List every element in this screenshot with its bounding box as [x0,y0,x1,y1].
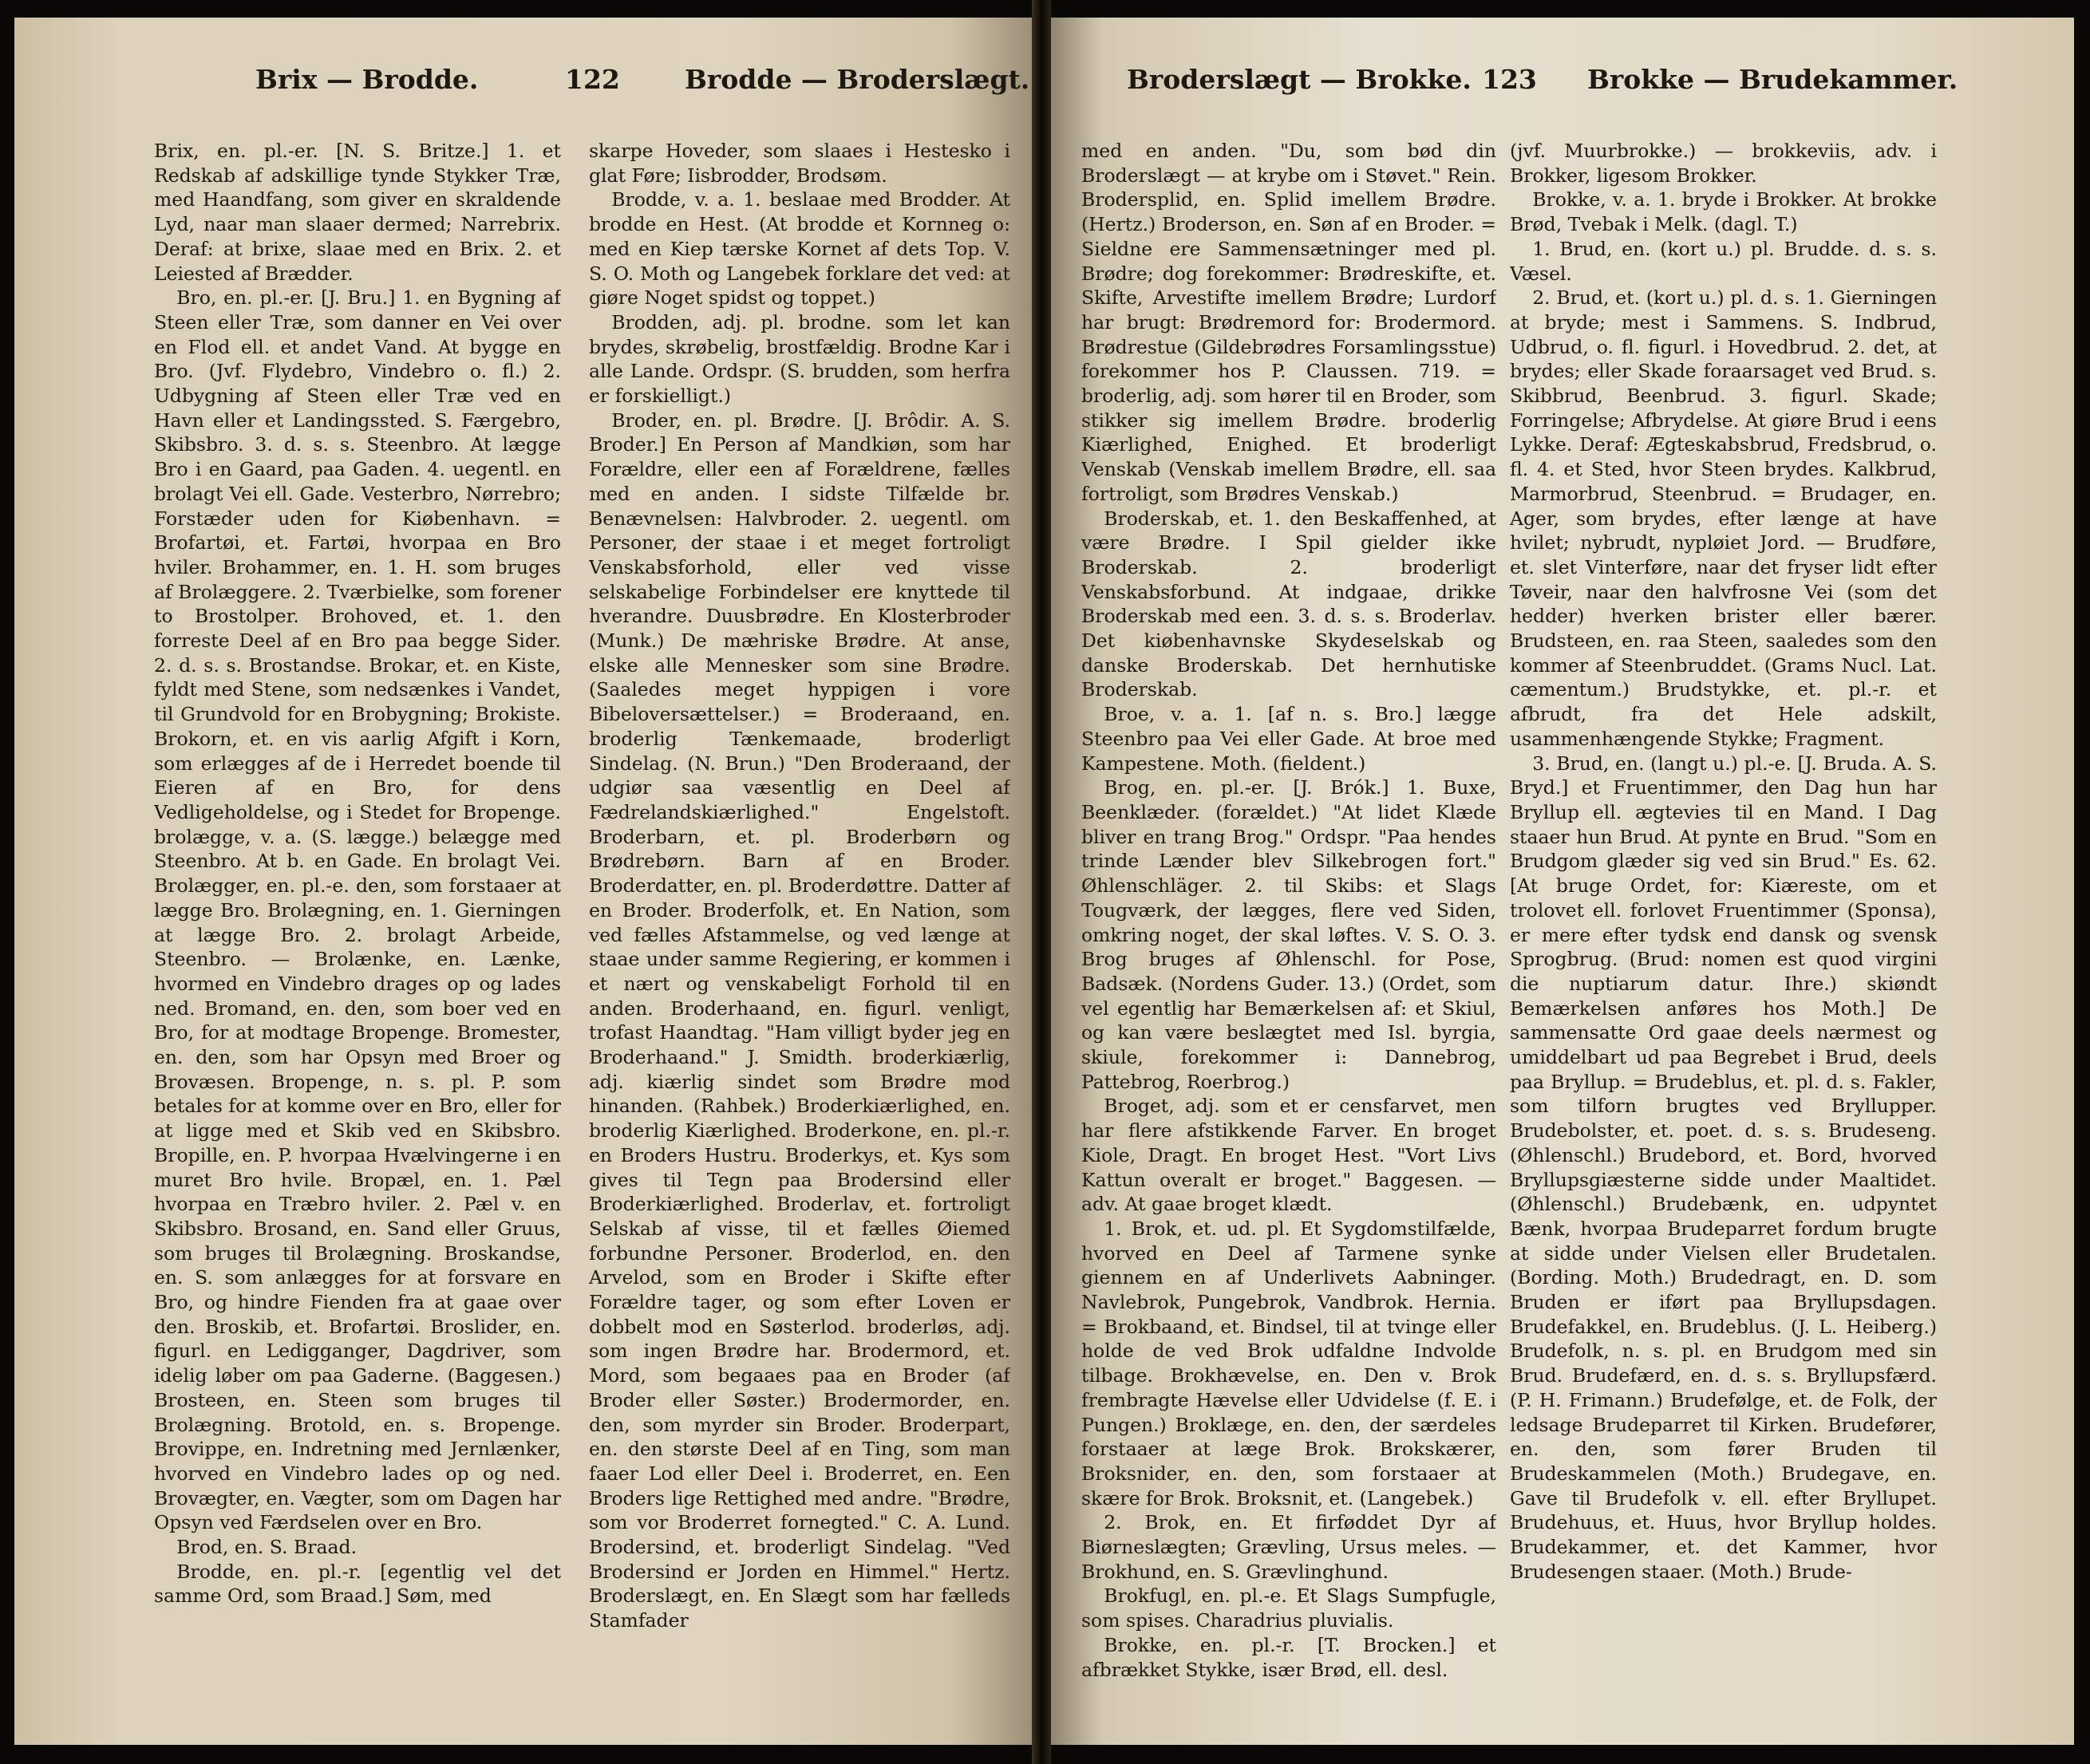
left-page-header [14,64,1032,112]
left-page-number: 122 [565,64,620,95]
entry-brix: Brix, en. pl.-er. [N. S. Britze.] 1. et Redskab af adskillige tynde Stykker Træ, med Haandfang, som giver en skraldende Lyd, naar man slaaer dermed; Narrebrix. Deraf: at brixe, slaae med en Brix. 2. et Leiested af Brædder. [154,140,561,285]
right-header-range: Broderslægt — Brokke. [1127,64,1472,95]
left-column-2 [589,139,1010,1730]
entry-brokke-noun: Brokke, en. pl.-r. [T. Brocken.] et afbrækket Stykke, især Brød, ell. desl. [1081,1633,1496,1681]
entry-bro: Bro, en. pl.-er. [J. Bru.] 1. en Bygning af Steen eller Træ, som danner en Vei over en Flod ell. et andet Vand. At bygge en Bro. (Jvf. Flydebro, Vindebro o. fl.) 2. Udbygning af Steen eller Træ ved en Havn eller et Landingssted. S. Færgebro, Skibsbro. 3. d. s. s. Steenbro. At lægge Bro i en Gaard, paa Gaden. 4. uegentl. en brolagt Vei ell. Gade. Vesterbro, Nørrebro; Forstæder uden for Kiøbenhavn. = Brofartøi, et. Fartøi, hvorpaa en Bro hviler. Brohammer, en. 1. H. som bruges af Brolæggere. 2. Tværbielke, som forener to Brostolper. Brohoved, et. 1. den forreste Deel af en Bro paa begge Sider. 2. d. s. s. Brostandse. Brokar, et. en Kiste, fyldt med Stene, som nedsænkes i Vandet, til Grundvold for en Brobygning; Brokiste. Brokorn, et. en vis aarlig Afgift i Korn, som erlægges af de i Herredet boende til Eieren af en Bro, for dens Vedligeholdelse, og i Stedet for Bropenge. brolægge, v. a. (S. lægge.) belægge med Steenbro. At b. en Gade. En brolagt Vei. Brolægger, en. pl.-e. den, som forstaaer at lægge Bro. Brolægning, en. 1. Gierningen at lægge Bro. 2. brolagt Arbeide, Steenbro. — Brolænke, en. Lænke, hvormed en Vindebro drages op og lades ned. Bromand, en. den, som boer ved en Bro, for at modtage Bropenge. Bromester, en. den, som har Opsyn med Broer og Brovæsen. Bropenge, n. s. pl. P. som betales for at komme over en Bro, eller for at ligge med et Skib ved en Skibsbro. Bropille, en. P. hvorpaa Hvælvingerne i en muret Bro hvile. Bropæl, en. 1. Pæl hvorpaa en Træbro hviler. 2. Pæl v. en Skibsbro. Brosand, en. Sand eller Gruus, som bruges til Brolægning. Broskandse, en. S. som anlægges for at forsvare en Bro, og hindre Fienden fra at gaae over den. Broskib, et. Brofartøi. Broslider, en. figurl. en Ledigganger, Dagdriver, som idelig løber om paa Gaderne. (Baggesen.) Brosteen, en. Steen som bruges til Brolægning. Brotold, en. s. Bropenge. Brovippe, en. Indretning med Jernlænker, hvorved en Vindebro lades op og ned. Brovægter, en. Vægter, som om Dagen har Opsyn ved Færdselen over en Bro. [154,286,561,1534]
entry-broget: Broget, adj. som et er censfarvet, men har flere afstikkende Farver. En broget Kiole, Dragt. En broget Hest. "Vort Livs Kattun overalt er broget." Baggesen. — adv. At gaae broget klædt. [1081,1095,1496,1216]
entry-brud-1: 1. Brud, en. (kort u.) pl. Brudde. d. s. s. Væsel. [1510,237,1937,285]
entry-brud-2: 2. Brud, et. (kort u.) pl. d. s. 1. Gierningen at bryde; mest i Sammens. S. Indbrud, Udbrud, o. fl. figurl. i Hovedbrud. 2. det, at brydes; eller Skade foraarsaget ved Brud. s. Skibbrud, Beenbrud. 3. figurl. Skade; Forringelse; Afbrydelse. At giøre Brud i eens Lykke. Deraf: Ægteskabsbrud, Fredsbrud, o. fl. 4. et Sted, hvor Steen brydes. Kalkbrud, Marmorbrud, Steenbrud. = Brudager, en. Ager, som brydes, efter længe at have hvilet; nybrudt, nypløiet Jord. — Brudføre, et. slet Vinterføre, naar det fryser lidt efter Tøveir, naar den halvfrosne Vei (som det hedder) hverken brister eller bærer. Brudsteen, en. raa Steen, saaledes som den kommer af Steenbruddet. (Grams Nucl. Lat. cæmentum.) Brudstykke, et. pl.-r. et afbrudt, fra det Hele adskilt, usammenhængende Stykke; Fragment. [1510,286,1937,750]
entry-brodde-noun: Brodde, en. pl.-r. [egentlig vel det samme Ord, som Braad.] Søm, med [154,1560,561,1608]
right-header-range-right: Brokke — Brudekammer. [1587,64,1958,95]
entry-broderslaegt-cont: med en anden. "Du, som bød din Broderslægt — at krybe om i Støvet." Rein. Brodersplid, en. Splid imellem Brødre. (Hertz.) Broderson, en. Søn af en Broder. = Sieldne ere Sammensætninger med pl. Brødre; dog forekommer: Brødreskifte, et. Skifte, Arvestifte imellem Brødre; Lurdorf har brugt: Brødremord for: Brodermord. Brødrestue (Gildebrødres Forsamlingsstue) forekommer hos P. Claussen. 719. = broderlig, adj. som hører til en Broder, som stikker sig imellem Brødre. broderlig Kiærlighed, Enighed. Et broderligt Venskab (Venskab imellem Brødre, ell. saa fortroligt, som Brødres Venskab.) [1081,140,1496,505]
right-page [1051,18,2074,1745]
right-page-header [1051,64,2074,112]
entry-brud-3: 3. Brud, en. (langt u.) pl.-e. [J. Bruda. A. S. Bryd.] et Fruentimmer, den Dag hun har Bryllup ell. ægtevies til en Mand. I Dag staaer hun Brud. At pynte en Brud. "Som en Brudgom glæder sig ved sin Brud." Es. 62. [At bruge Ordet, for: Kiæreste, om et trolovet ell. forlovet Fruentimmer (Sponsa), er mere efter tydsk end dansk og svensk Sprogbrug. (Brud: nomen est quod virgini die nuptiarum datur. Ihre.) skiøndt Bemærkelsen anføres hos Moth.] De sammensatte Ord gaae deels nærmest og umiddelbart ud paa Begrebet i Brud, deels paa Bryllup. = Brudeblus, et. pl. d. s. Fakler, som tilforn brugtes ved Bryllupper. Brudebolster, et. poet. d. s. s. Brudeseng. (Øhlenschl.) Brudebord, et. Bord, hvorved Bryllupsgiæsterne sidde under Maaltidet. (Øhlenschl.) Brudebænk, en. udpyntet Bænk, hvorpaa Brudeparret fordum brugte at sidde under Vielsen eller Brudetalen. (Bording. Moth.) Brudedragt, en. D. som Bruden er iført paa Bryllupsdagen. Brudefakkel, en. Brudeblus. (J. L. Heiberg.) Brudefolk, n. s. pl. en Brudgom med sin Brud. Brudefærd, en. d. s. s. Bryllupsfærd. (P. H. Frimann.) Brudefølge, et. de Folk, der ledsage Brudeparret til Kirken. Brudefører, en. den, som fører Bruden til Brudeskammelen (Moth.) Brudegave, en. Gave til Brudefolk v. ell. efter Bryllupet. Brudehuus, et. Huus, hvor Bryllup holdes. Brudekammer, et. det Kammer, hvor Brudesengen staaer. (Moth.) Brude- [1510,752,1937,1583]
right-column-1 [1081,139,1496,1703]
right-column-2 [1510,139,1937,1703]
left-header-range-right: Brodde — Broderslægt. [685,64,1030,95]
right-page-number: 123 [1482,64,1537,95]
book-gutter [1032,0,1051,1764]
entry-brokfugl: Brokfugl, en. pl.-e. Et Slags Sumpfugle, som spises. Charadrius pluvialis. [1081,1584,1496,1632]
left-page [14,18,1032,1745]
entry-brodden: Brodden, adj. pl. brodne. som let kan brydes, skrøbelig, brostfældig. Brodne Kar i alle Lande. Ordspr. (S. brudden, som herfra er forskielligt.) [589,310,1010,408]
entry-brok-2: 2. Brok, en. Et firføddet Dyr af Biørneslægten; Grævling, Ursus meles. — Brokhund, en. S. Grævlinghund. [1081,1511,1496,1583]
entry-brod: Brod, en. S. Braad. [176,1536,358,1559]
entry-brodde-cont: skarpe Hoveder, som slaaes i Hestesko i glat Føre; Iisbrodder, Brodsøm. [589,140,1010,187]
entry-brodde-verb: Brodde, v. a. 1. beslaae med Brodder. At brodde en Hest. (At brodde et Kornneg o: med en Kiep tærske Kornet af dets Top. V. S. O. Moth og Langebek forklare det ved: at giøre Noget spidst og toppet.) [589,188,1010,310]
left-column-1 [154,139,561,1730]
entry-broe: Broe, v. a. 1. [af n. s. Bro.] lægge Steenbro paa Vei eller Gade. At broe med Kampestene. Moth. (fieldent.) [1081,703,1496,775]
entry-brokke-cont: (jvf. Muurbrokke.) — brokkeviis, adv. i Brokker, ligesom Brokker. [1510,140,1937,187]
entry-brog: Brog, en. pl.-er. [J. Brók.] 1. Buxe, Beenklæder. (forældet.) "At lidet Klæde bliver en trang Brog." Ordspr. "Paa hendes trinde Lænder blev Silkebrogen fort." Øhlenschläger. 2. til Skibs: et Slags Tougværk, der lægges, flere ved Siden, omkring noget, der skal løftes. V. S. O. 3. Brog bruges af Øhlenschl. for Pose, Badsæk. (Nordens Guder. 13.) (Ordet, som vel egentlig har Bemærkelsen af: et Skiul, og kan være beslægtet med Isl. byrgia, skiule, forekommer i: Dannebrog, Pattebrog, Roerbrog.) [1081,776,1496,1093]
left-header-range: Brix — Brodde. [255,64,479,95]
entry-brok-1: 1. Brok, et. ud. pl. Et Sygdomstilfælde, hvorved en Deel af Tarmene synke giennem en af Underlivets Aabninger. Navlebrok, Pungebrok, Vandbrok. Hernia. = Brokbaand, et. Bindsel, til at tvinge eller holde de ved Brok udfaldne Indvolde tilbage. Brokhævelse, en. Den v. Brok frembragte Hævelse eller Udvidelse (f. E. i Pungen.) Broklæge, en. den, der særdeles forstaaer at læge Brok. Brokskærer, Broksnider, en. den, som forstaaer at skære for Brok. Broksnit, et. (Langebek.) [1081,1217,1496,1509]
entry-broderskab: Broderskab, et. 1. den Beskaffenhed, at være Brødre. I Spil gielder ikke Broderskab. 2. broderligt Venskabsforbund. At indgaae, drikke Broderskab med een. 3. d. s. s. Broderlav. Det kiøbenhavnske Skydeselskab og danske Broderskab. Det hernhutiske Broderskab. [1081,507,1496,701]
entry-brokke-verb: Brokke, v. a. 1. bryde i Brokker. At brokke Brød, Tvebak i Melk. (dagl. T.) [1510,188,1937,236]
entry-broder: Broder, en. pl. Brødre. [J. Brôdir. A. S. Broder.] En Person af Mandkiøn, som har Forældre, eller een af Forældrene, fælles med en anden. I sidste Tilfælde br. Benævnelsen: Halvbroder. 2. uegentl. om Personer, der staae i et meget fortroligt Venskabsforhold, eller ved visse selskabelige Forbindelser ere knyttede til hverandre. Duusbrødre. En Klosterbroder (Munk.) De mæhriske Brødre. At anse, elske alle Mennesker som sine Brødre. (Saaledes meget hyppigen i vore Bibeloversættelser.) = Broderaand, en. broderlig Tænkemaade, broderligt Sindelag. (N. Brun.) "Den Broderaand, der udgiør saa væsentlig en Deel af Fædrelandskiærlighed." Engelstoft. Broderbarn, et. pl. Broderbørn og Brødrebørn. Barn af en Broder. Broderdatter, en. pl. Broderdøttre. Datter af en Broder. Broderfolk, et. En Nation, som ved fælles Afstammelse, og ved længe at staae under samme Regiering, er kommen i et nært og venskabeligt Forhold til en anden. Broderhaand, en. figurl. venligt, trofast Haandtag. "Ham villigt byder jeg en Broderhaand." J. Smidth. broderkiærlig, adj. kiærlig sindet som Brødre mod hinanden. (Rahbek.) Broderkiærlighed, en. broderlig Kiærlighed. Broderkone, en. pl.-r. en Broders Hustru. Broderkys, et. Kys som gives til Tegn paa Brodersind eller Broderkiærlighed. Broderlav, et. fortroligt Selskab af visse, til et fælles Øiemed forbundne Personer. Broderlod, en. den Arvelod, som en Broder i Skifte efter Forældre tager, og som efter Loven er dobbelt mod en Søsterlod. broderløs, adj. som ingen Brødre har. Brodermord, et. Mord, som begaaes paa en Broder (af Broder eller Søster.) Brodermorder, en. den, som myrder sin Broder. Broderpart, en. den største Deel af en Ting, som man faaer Lod eller Deel i. Broderret, en. Een Broders lige Rettighed med andre. "Brødre, som vor Broderret fornegted." C. A. Lund. Brodersind, et. broderligt Sindelag. "Ved Brodersind er Jorden en Himmel." Hertz. Broderslægt, en. En Slægt som har fælleds Stamfader [589,408,1010,1632]
